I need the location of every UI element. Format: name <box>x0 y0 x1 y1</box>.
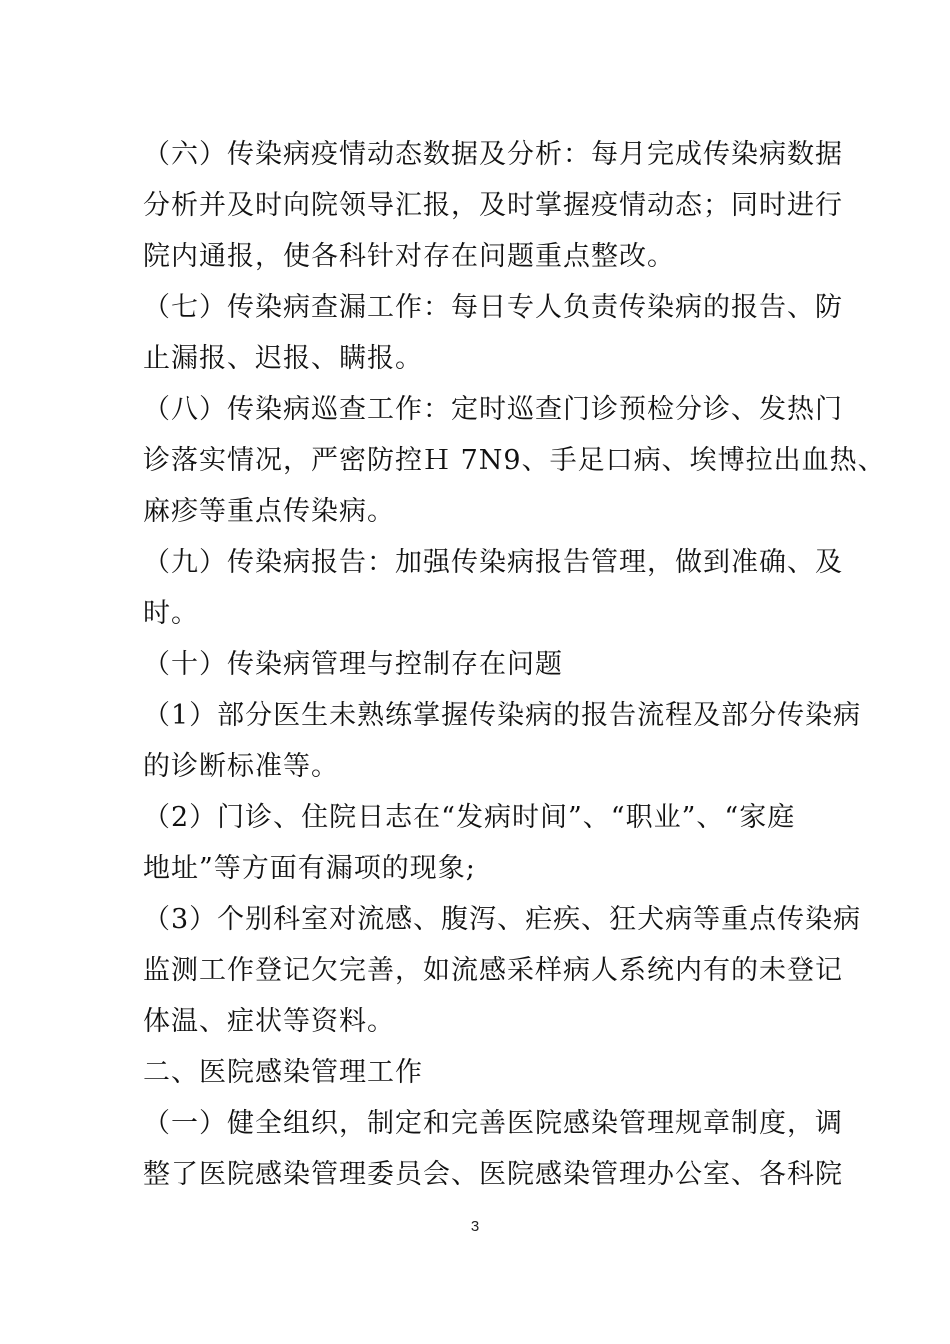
text-line: 院内通报，使各科针对存在问题重点整改。 <box>143 241 675 272</box>
text-line: 地址”等方面有漏项的现象; <box>143 853 476 884</box>
text-line: （八）传染病巡查工作：定时巡查门诊预检分诊、发热门 <box>143 394 843 425</box>
text-line: 麻疹等重点传染病。 <box>143 496 395 527</box>
text-line: （2）门诊、住院日志在“发病时间”、“职业”、“家庭 <box>143 802 796 833</box>
text-line: 诊落实情况，严密防控Ｈ 7N9、手足口病、埃博拉出血热、 <box>143 445 886 476</box>
page-number: 3 <box>470 1218 480 1235</box>
text-line: （十）传染病管理与控制存在问题 <box>143 649 563 680</box>
text-line: （七）传染病查漏工作：每日专人负责传染病的报告、防 <box>143 292 843 323</box>
text-line: （九）传染病报告：加强传染病报告管理，做到准确、及 <box>143 547 843 578</box>
text-line: （1）部分医生未熟练掌握传染病的报告流程及部分传染病 <box>143 700 862 731</box>
text-line: 二、医院感染管理工作 <box>143 1057 423 1088</box>
text-line: 分析并及时向院领导汇报，及时掌握疫情动态；同时进行 <box>143 190 843 221</box>
text-line: （3）个别科室对流感、腹泻、疟疾、狂犬病等重点传染病 <box>143 904 862 935</box>
text-line: 的诊断标准等。 <box>143 751 339 782</box>
text-line: 时。 <box>143 598 199 629</box>
text-line: 体温、症状等资料。 <box>143 1006 395 1037</box>
text-line: （一）健全组织，制定和完善医院感染管理规章制度，调 <box>143 1108 843 1139</box>
text-line: （六）传染病疫情动态数据及分析：每月完成传染病数据 <box>143 139 843 170</box>
text-line: 整了医院感染管理委员会、医院感染管理办公室、各科院 <box>143 1159 843 1190</box>
text-line: 止漏报、迟报、瞒报。 <box>143 343 423 374</box>
text-line: 监测工作登记欠完善，如流感采样病人系统内有的未登记 <box>143 955 843 986</box>
